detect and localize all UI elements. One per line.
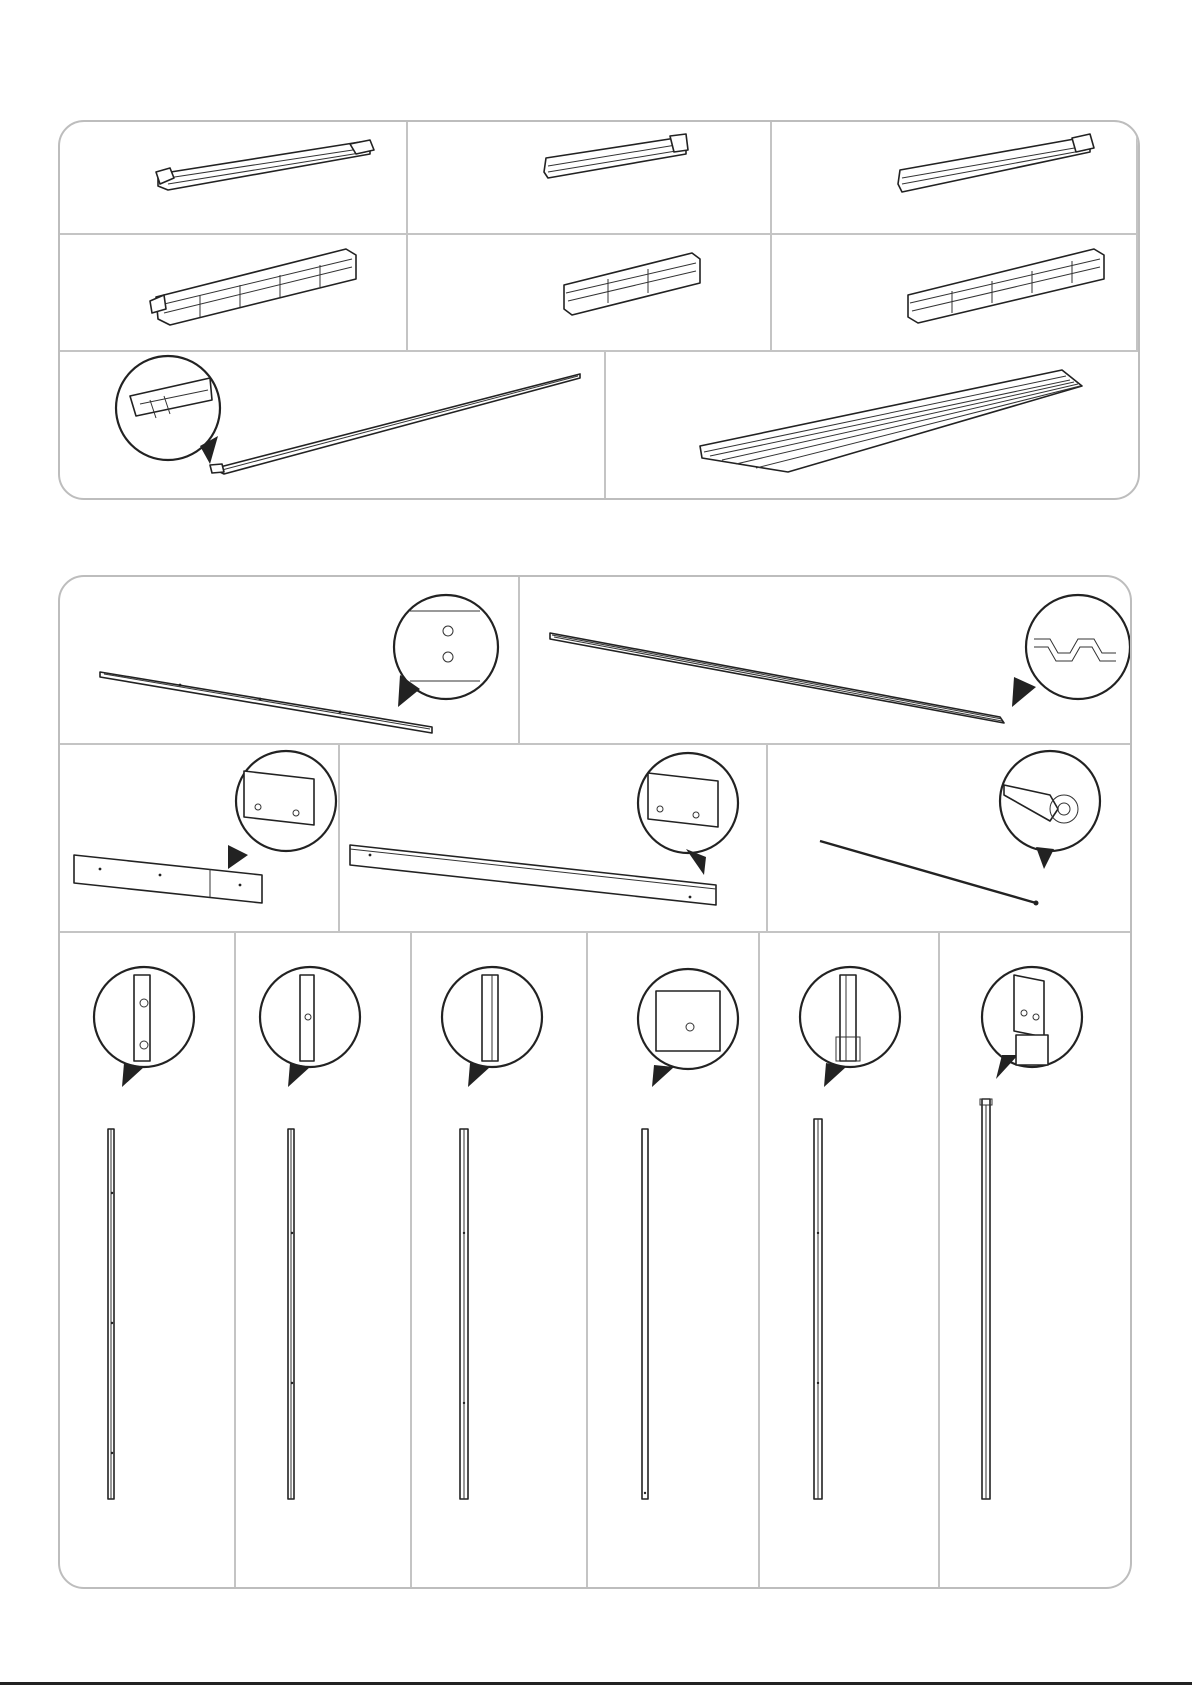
parts-panel-top bbox=[58, 120, 1140, 500]
part-cell-post-1 bbox=[60, 933, 236, 1587]
post-top-magnifier-icon bbox=[236, 933, 412, 1587]
box-end-magnifier-icon bbox=[340, 745, 768, 933]
part-cell-roof-panel bbox=[606, 352, 1138, 498]
channel-holes-magnifier-icon bbox=[60, 577, 520, 745]
box-end-magnifier-icon bbox=[60, 745, 340, 933]
part-cell-wall-plank bbox=[60, 352, 606, 498]
part-cell-tension-rod bbox=[768, 745, 1130, 933]
part-cell-long-ridge bbox=[772, 122, 1138, 235]
part-cell-gable-right bbox=[772, 235, 1138, 352]
part-cell-post-6 bbox=[940, 933, 1130, 1587]
part-cell-roof-ridge bbox=[60, 122, 408, 235]
part-cell-c-channel bbox=[60, 577, 520, 745]
long-ridge-profile-icon bbox=[772, 122, 1138, 235]
gable-end-piece-short-icon bbox=[408, 235, 772, 352]
part-cell-post-3 bbox=[412, 933, 588, 1587]
post-top-magnifier-icon bbox=[60, 933, 236, 1587]
part-cell-post-5 bbox=[760, 933, 940, 1587]
gable-end-piece-right-icon bbox=[772, 235, 1138, 352]
post-top-magnifier-icon bbox=[412, 933, 588, 1587]
gable-end-piece-left-icon bbox=[60, 235, 408, 352]
parts-panel-bottom bbox=[58, 575, 1132, 1589]
plate-top-magnifier-icon bbox=[940, 933, 1130, 1587]
plank-profile-magnifier-icon bbox=[60, 352, 606, 498]
roof-ridge-profile-icon bbox=[60, 122, 408, 235]
short-ridge-profile-icon bbox=[408, 122, 772, 235]
part-cell-box-beam-long bbox=[340, 745, 768, 933]
part-cell-gable-short bbox=[408, 235, 772, 352]
part-cell-gable-left bbox=[60, 235, 408, 352]
part-cell-corrugated-rail bbox=[520, 577, 1130, 745]
corrugated-profile-magnifier-icon bbox=[520, 577, 1130, 745]
part-cell-short-ridge bbox=[408, 122, 772, 235]
rod-eye-magnifier-icon bbox=[768, 745, 1130, 933]
part-cell-post-4 bbox=[588, 933, 760, 1587]
part-cell-box-beam-jointed bbox=[60, 745, 340, 933]
part-cell-post-2 bbox=[236, 933, 412, 1587]
roof-panel-wide-icon bbox=[606, 352, 1138, 498]
square-top-magnifier-icon bbox=[588, 933, 760, 1587]
sleeve-top-magnifier-icon bbox=[760, 933, 940, 1587]
